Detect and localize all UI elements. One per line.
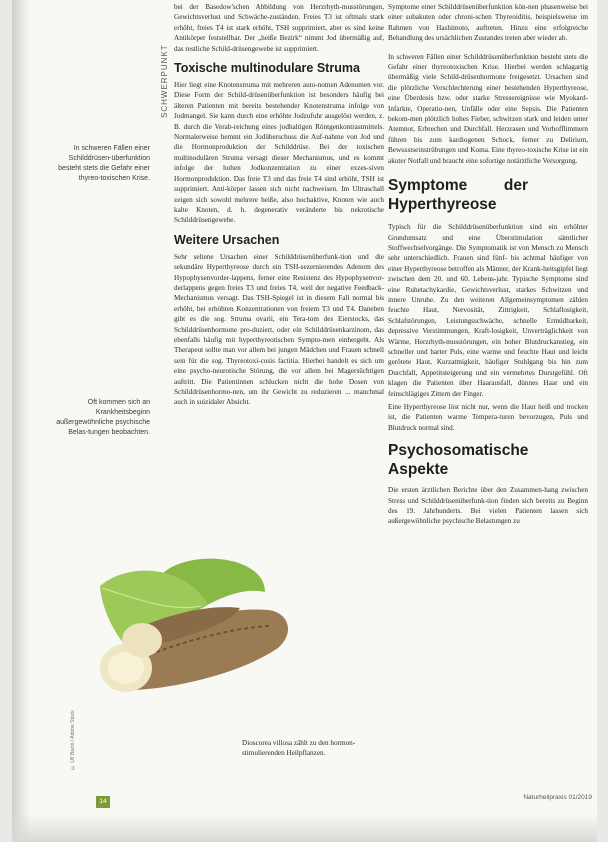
middle-intro: bei der Basedow'schen Abbildung von Herzrhyth-musstörungen, Gewichtsverlust und Schwäche-zuständen. Freies T3 ist oftmals stark erhöht, freies T4 ist stark erhöht, TSH supprimiert, aber es sind keine Antikörper feststellbar. Der „heiße Bezirk“ nimmt Jod übermäßig auf, das restliche Schild-drüsengewebe ist supprimiert.	[174, 3, 384, 53]
right-para-symptome: Typisch für die Schilddrüsenüberfunktion sind ein erhöhter Grundumsatz und eine Überstimulation sämtlicher Stoffwechselvorgänge. Die Symptomatik ist von Mensch zu Mensch sehr unterschiedlich. Frauen sind fünf- bis achtmal häufiger von einer Hyperthyreose betroffen als Männer, der Krank-heitsgipfel liegt zwischen dem 20. und 60. Lebens-jahr. Typische Symptome sind eine Ruhetachykardie, Gewichtsverlust, starkes Schwitzen und innere Unruhe. Zu den weiteren Allgemeinsymptomen zählen feuchte Haut, Nervosität, Zittrigkeit, Schlaflosigkeit, Schlafstörungen, Leistungsschwäche, schnelle Ermüdbarkeit, depressive Verstimmungen, Kraft-losigkeit, Unverträglichkeit von Wärme, Herzrhyth-musstörungen, ein hoher Blutdruckanstieg, ein schneller und harter Puls, eine warme und feuchte Haut und leicht gerötete Haut, Kurzatmigkeit, häufiger Stuhlgang bis hin zum Durchfall, Appetitsteigerung und ein vermehrtes Durstgefühl. Oft klagen die Patienten über Haarausfall, dünnes Haar und ein feinschlägiges Zittern der Finger.	[388, 223, 588, 398]
page-number-text: 14	[99, 798, 107, 805]
right-para-krise: In schweren Fällen einer Schilddrüsenüberfunktion besteht stets die Gefahr einer thyreotoxischen Krise. Hierbei werden schlagartig übermäßig viele Schild-drüsenhormone freigesetzt. Ursachen sind die plötzliche Verschlechterung einer bestehenden Hyperthyreose, eine Überdosis bzw. oder starke Stressereignisse wie Myokard-Infarkte, Operatio-nen, Unfälle oder eine Sepsis. Die Patienten bekom-men plötzlich hohes Fieber, schwitzen stark und leiden unter Atemnot, Erbrechen und Durchfall. Herzrasen und Vorhofflimmern führen bis zum kardiogenen Schock, ferner zu Delirium, Bewusstseinstrübungen und Koma. Eine thyreo-toxische Krise ist ein akuter Notfall und braucht eine sofortige notärztliche Versorgung.	[388, 52, 588, 165]
para-weitere-ursachen: Sehr seltene Ursachen einer Schilddrüsenüberfunk-tion und die sekundäre Hyperthyreose durch ein TSH-sezernierendes Adenom des Hypophysenvorder-lappens, ferner eine Resistenz des Hypophysenvor-derlappens gegen freies T3 und freies T4, weil der negative Feedback-Mechanismus versagt. Das TSH-Spiegel ist in diesem Fall normal bis erhöht, bei erhöhten Konzentrationen von freiem T3 und T4. Daneben gibt es die sog. Struma ovarii, ein Tera-tom des Eierstocks, das Schilddrüsenhormone pro-duziert, oder ein Schilddrüsenkarzinom, das ebenfalls häufig mit hyperthyreotischen Sympto-men einhergeht. Als Therapeut sollte man vor allem bei jungen Mädchen und Frauen schnell sein für die sog. Thyreotoxi-cosis factitia. Hierbei handelt es sich um eine psycho-neurotische Störung, die vor allem bei Magersüchtigen auftritt. Die Patientinnen schlucken nicht die hohe Dosen von Schilddrüsenhormo-nen, um ihr Gewicht zu reduzieren ... manchmal auch in suizidaler Absicht.	[174, 252, 384, 407]
footer-publication: Naturheilpraxis 01/2019	[523, 794, 592, 801]
page-edge-shadow	[12, 0, 30, 842]
middle-column	[174, 2, 384, 408]
right-para-psychosomatik: Die ersten ärztlichen Berichte über den Zusammen-hang zwischen Stress und Schilddrüsenüberfunk-tion finden sich bereits zu Beginn des 19. Jahrhunderts. Bei vielen Patienten lassen sich außergewöhnliche psychische Belastungen zu	[388, 486, 588, 526]
heading-weitere-ursachen: Weitere Ursachen	[174, 232, 280, 247]
right-column	[388, 2, 588, 530]
page-bottom-shadow	[12, 814, 597, 842]
heading-toxische-struma: Toxische multinodulare Struma	[174, 61, 360, 76]
photo-credit: © Ulf Bazin / Adobe Stock	[70, 710, 76, 770]
right-para-short: Eine Hyperthyreose löst nicht nur, wenn die Haut heiß und trocken ist, die Patienten warme Tempera-turen bevorzugen, Puls und Blutdruck normal sind.	[388, 403, 588, 432]
middle-closing-para: Dioscorea villosa zählt zu den hormon-stimulierenden Heilpflanzen.	[242, 739, 356, 758]
yam-root-photo	[90, 556, 314, 704]
right-intro: Symptome einer Schilddrüsenüberfunktion kön-nen phasenweise bei einer subakuten oder chroni-schen Thyreoiditis, beispielsweise im Rahmen von Hashimoto, auftreten. Hinzu eine erfolgreiche Behandlung des ursächlichen Zustandes treten aber wieder ab.	[388, 3, 588, 43]
heading-psychosomatische-aspekte: Psychosomatische Aspekte	[388, 442, 529, 479]
para-toxische-struma: Hier liegt eine Knotenstruma mit mehreren auto-nomen Adenomen vor. Diese Form der Schild-drüsenüberfunktion ist besonders häufig bei älteren Patienten mit bereits bestehender Knotenstruma infolge von Jodmangel. Sie kann durch eine erhöhte Jodzufuhr ausgelöst werden, z. B. durch die Verab-reichung eines jodhaltigen Röntgenkontrastmittels. Normalerweise hemmt ein Jodüberschuss die Auf-nahme von Jod und die Hormonproduktion der Schilddrüse. Bei der toxischen multinodulären Struma versagt dieser Mechanismus, und es kommt infolge der hohen Jodkonzentration zu einer exzes-siven Hormonproduktion. Das freie T3 und das freie T4 sind erhöht, TSH ist supprimiert. Anti-körper lassen sich nicht nachweisen. Im Ultraschall zeigen sich sowohl mehrere heiße, also hochaktive, Knoten wie auch kalte Knoten, d. h. degenerativ veränderte bis nekrotische Schilddrüsengewebe.	[174, 81, 384, 225]
heading-symptome: Symptome der Hyperthyreose	[388, 177, 528, 214]
section-label: SCHWERPUNKT	[160, 44, 169, 118]
magazine-page	[12, 0, 597, 842]
page-number	[96, 796, 110, 808]
sidebar-note-1: In schweren Fällen einer Schilddrüsen-überfunktion besteht stets die Gefahr einer thyreo-toxischen Krise.	[58, 145, 150, 182]
sidebar-note-2: Oft kommen sich an Krankheitsbeginn außergewöhnliche psychische Belas-tungen beobachten.	[56, 399, 150, 436]
